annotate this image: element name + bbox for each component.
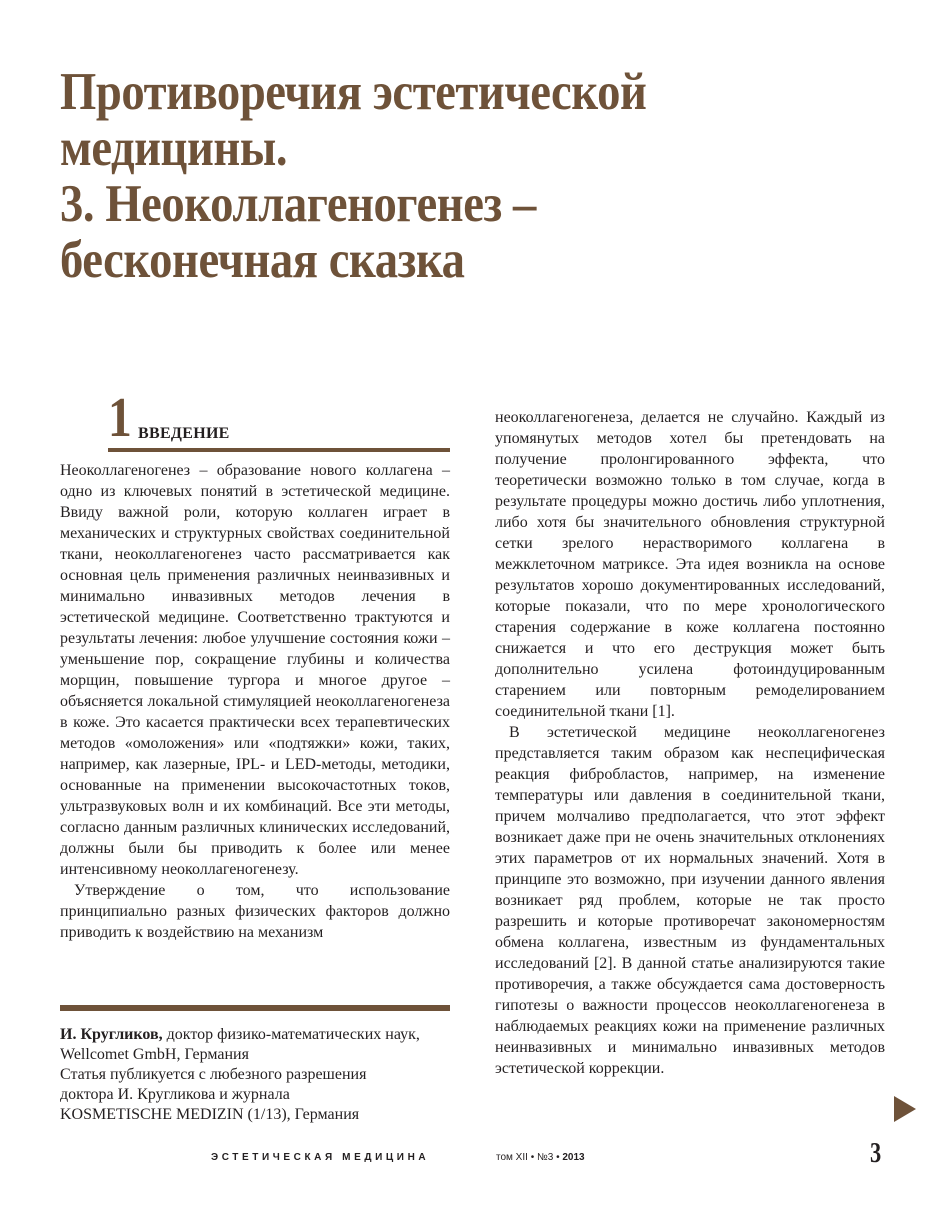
paragraph: неоколлагеногенеза, делается не случайно. Каждый из упомянутых методов хотел бы претендовать на получение пролонгированного эффекта, что теоретически возможно только в том случае, когда в результате процедуры можно достичь либо уплотнения, либо хотя бы значительного обновления структурной сетки зрелого нерастворимого коллагена в межклеточном матриксе. Эта идея возникла на основе результатов хорошо документированных исследований, которые показали, что по мере хронологического старения содержание в коже коллагена постоянно снижается и что его деструкция может быть дополнительно усилена фотоиндуцированным старением или повторным ремоделированием соединительной ткани [1]. (495, 409, 885, 720)
paragraph: Неоколлагеногенез – образование нового коллагена – одно из ключевых понятий в эстетической медицине. Ввиду важной роли, которую коллаген играет в механических и структурных свойствах соединительной ткани, неоколлагеногенез часто рассматривается как основная цель применения различных неинвазивных и минимально инвазивных методов лечения в эстетической медицине. Соответственно трактуются и результаты лечения: любое улучшение состояния кожи – уменьшение пор, сокращение глубины и количества морщин, повышение тургора и многое другое – объясняется локальной стимуляцией неоколлагеногенеза в коже. Это касается практически всех терапевтических методов «омоложения» или «подтяжки» кожи, таких, например, как лазерные, IPL- и LED-методы, методики, основанные на применении высокочастотных токов, ультразвуковых волн и их комбинаций. Все эти методы, согласно данным различных клинических исследований, должны были бы приводить к более или менее интенсивному неоколлагеногенезу. (60, 462, 450, 878)
author-block (60, 1025, 460, 1125)
author-credentials: доктор физико-математических наук, Wellcomet GmbH, Германия (60, 1026, 420, 1063)
paragraph: Утверждение о том, что использование принципиально разных физических факторов должно приводить к воздействию на механизм (60, 882, 450, 941)
page-number: 3 (870, 1138, 882, 1169)
next-page-arrow-icon[interactable] (894, 1096, 916, 1122)
paragraph: В эстетической медицине неоколлагеногенез представляется таким образом как неспецифическая реакция фибробластов, например, на изменение температуры или давления в соединительной ткани, причем молчаливо предполагается, что этот эффект возникает даже при не очень значительных отклонениях этих параметров от их нормальных значений. Хотя в принципе это возможно, при изучении данного явления возникает ряд проблем, которые не так просто разрешить и которые противоречат закономерностям обмена коллагена, известным из фундаментальных исследований [2]. В данной статье анализируются такие противоречия, а также обсуждается сама достоверность гипотезы о важности процессов неоколлагеногенеза в наблюдаемых реакциях кожи на применение различных неинвазивных и минимально инвазивных методов эстетической коррекции. (495, 724, 885, 1077)
section-number: 1 (108, 387, 132, 449)
title-line: Противоречия эстетической (60, 63, 647, 121)
footer-year: 2013 (562, 1152, 585, 1163)
footer-volume: том XII (496, 1152, 528, 1163)
author-note-line: доктора И. Кругликова и журнала (60, 1086, 290, 1103)
author-note-line: KOSMETISCHE MEDIZIN (1/13), Германия (60, 1106, 360, 1123)
footer-separator: • (530, 1152, 535, 1163)
article-title (60, 64, 764, 288)
section-heading (108, 387, 450, 452)
author-note-line: Статья публикуется с любезного разрешения (60, 1066, 367, 1083)
left-column (60, 460, 450, 943)
title-line: бесконечная сказка (60, 231, 465, 289)
right-column (495, 407, 885, 1079)
footer-issue: №3 (537, 1152, 554, 1163)
author-name: И. Кругликов, (60, 1026, 163, 1043)
footer-journal-name: ЭСТЕТИЧЕСКАЯ МЕДИЦИНА (211, 1152, 430, 1163)
title-line: 3. Неоколлагеногенез – (60, 175, 536, 233)
title-line: медицины. (60, 119, 288, 177)
author-divider (60, 1005, 450, 1011)
section-title: ВВЕДЕНИЕ (138, 425, 230, 442)
footer-separator: • (556, 1152, 560, 1163)
footer-issue-info (496, 1152, 585, 1163)
